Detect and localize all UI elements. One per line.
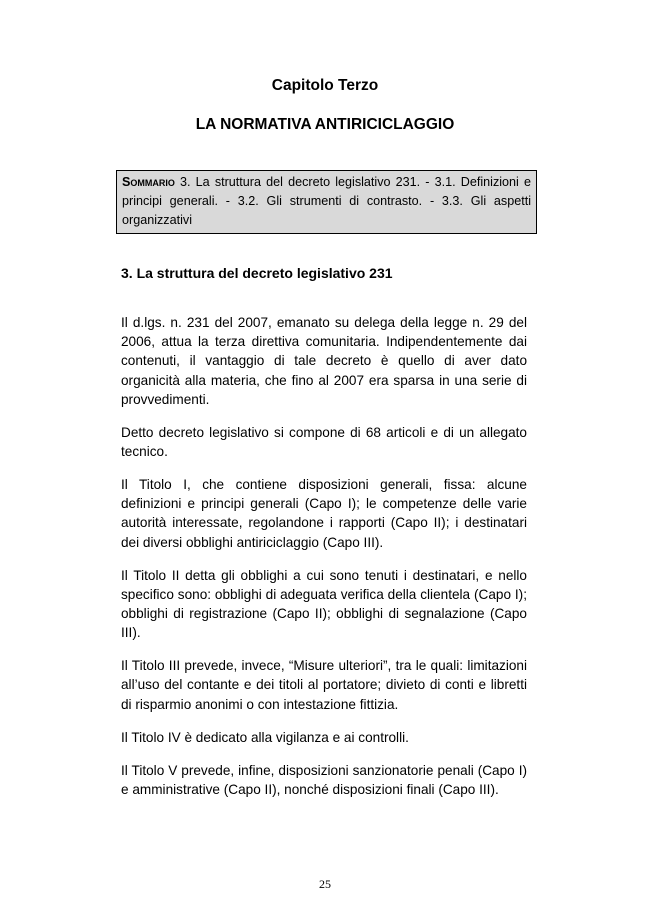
- paragraph: Il Titolo II detta gli obblighi a cui sono tenuti i destinatari, e nello specifico sono: obblighi di adeguata verifica della clientela (Capo I); obblighi di registrazione (Capo II); obblighi di segnalazione (Capo III).: [121, 567, 527, 641]
- summary-box: [116, 170, 537, 234]
- chapter-title: LA NORMATIVA ANTIRICICLAGGIO: [195, 116, 455, 133]
- body-text: [121, 313, 527, 813]
- paragraph: Il d.lgs. n. 231 del 2007, emanato su delega della legge n. 29 del 2006, attua la terza direttiva comunitaria. Indipendentemente dai contenuti, il vantaggio di tale decreto è quello di aver dato organicità alla materia, che fino al 2007 era sparsa in una serie di provvedimenti.: [121, 315, 527, 407]
- paragraph: Il Titolo IV è dedicato alla vigilanza e ai controlli.: [121, 729, 409, 745]
- page-number: 25: [319, 877, 331, 891]
- paragraph: Detto decreto legislativo si compone di 68 articoli e di un allegato tecnico.: [121, 424, 527, 460]
- paragraph: Il Titolo I, che contiene disposizioni generali, fissa: alcune definizioni e principi generali (Capo I); le competenze delle varie autorità interessate, regolandone i rapporti (Capo II); i destinatari dei diversi obblighi antiriciclaggio (Capo III).: [121, 477, 527, 550]
- section-heading: 3. La struttura del decreto legislativo 231: [121, 265, 393, 281]
- summary-lead: Sommario: [122, 175, 175, 189]
- paragraph: Il Titolo V prevede, infine, disposizioni sanzionatorie penali (Capo I) e amministrative (Capo II), nonché disposizioni finali (Capo III).: [121, 762, 527, 797]
- summary-text: 3. La struttura del decreto legislativo 231. - 3.1. Definizioni e principi generali. - 3.2. Gli strumenti di contrasto. - 3.3. Gli aspetti organizzativi: [122, 175, 531, 227]
- paragraph: Il Titolo III prevede, invece, “Misure ulteriori”, tra le quali: limitazioni all’uso del contante e dei titoli al portatore; divieto di conti e libretti di risparmio anonimi o con intestazione fittizia.: [121, 658, 527, 712]
- chapter-label: Capitolo Terzo: [271, 77, 379, 94]
